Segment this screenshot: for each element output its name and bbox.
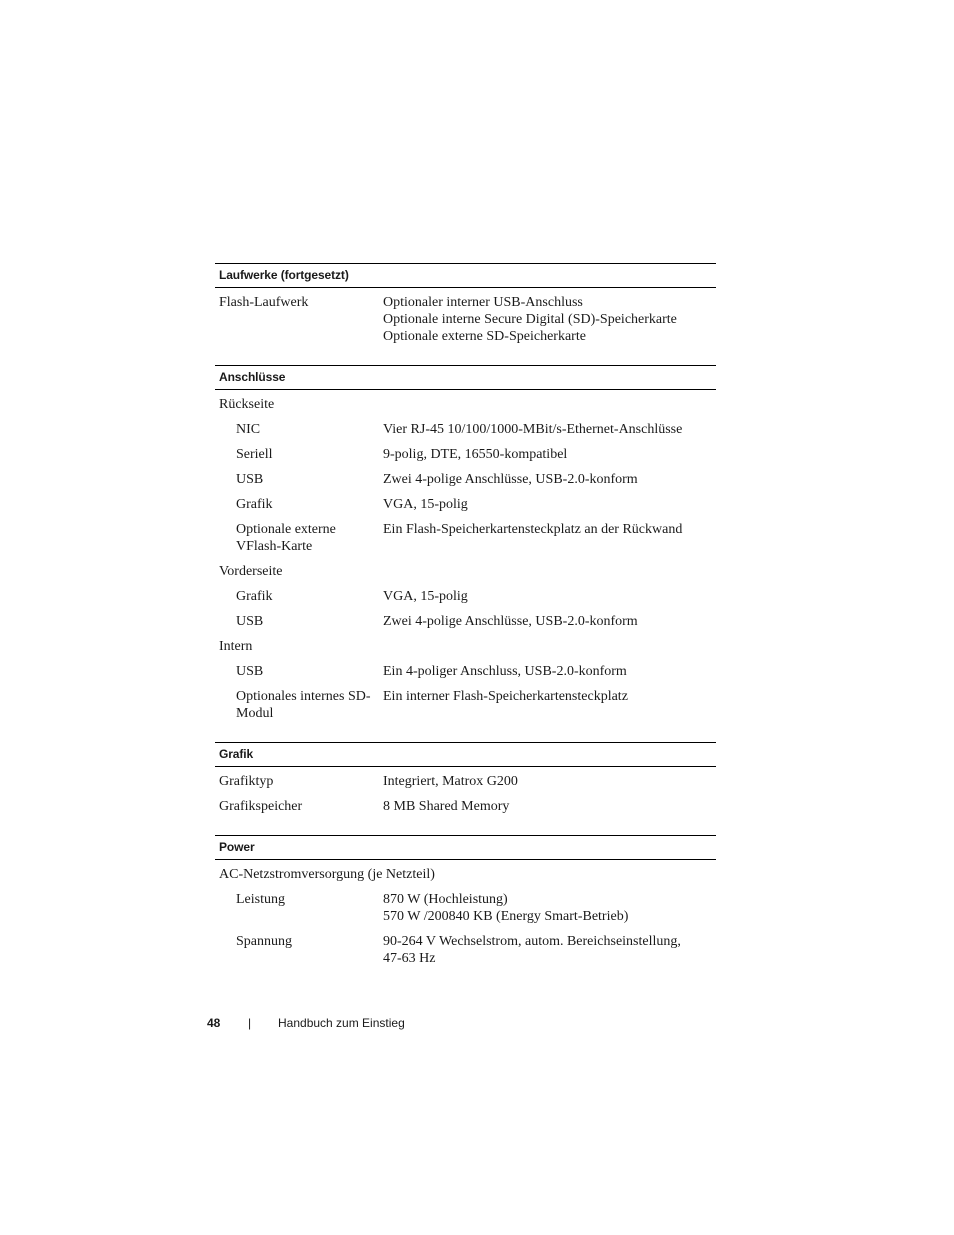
spec-label: USB — [236, 664, 264, 679]
spec-group-label — [215, 392, 716, 417]
spec-label: NIC — [236, 422, 261, 437]
spec-group-label — [215, 862, 716, 887]
spec-value — [383, 446, 716, 463]
section-header: Power — [215, 835, 716, 860]
section-body — [215, 860, 716, 987]
spec-value — [383, 496, 716, 513]
spec-label: Rückseite — [219, 397, 275, 412]
spec-label: AC-Netzstromversorgung (je Netzteil) — [219, 867, 435, 882]
spec-value-line: 47-63 Hz — [383, 951, 436, 966]
spec-value-line: 8 MB Shared Memory — [383, 799, 510, 814]
spec-value-line: 870 W (Hochleistung) — [383, 892, 508, 907]
spec-label: USB — [236, 614, 264, 629]
footer-separator: | — [248, 1016, 252, 1030]
section-body — [215, 288, 716, 365]
spec-row — [215, 659, 716, 684]
spec-table — [215, 263, 716, 987]
spec-label: Optionale externe VFlash-Karte — [236, 522, 336, 554]
section-grafik — [215, 742, 716, 835]
spec-label: Grafik — [236, 497, 273, 512]
spec-row — [215, 584, 716, 609]
spec-label: USB — [236, 472, 264, 487]
spec-value-line: 90-264 V Wechselstrom, autom. Bereichseinstellung, — [383, 934, 681, 949]
section-header: Laufwerke (fortgesetzt) — [215, 263, 716, 288]
spec-row — [215, 467, 716, 492]
spec-value-line: Zwei 4-polige Anschlüsse, USB-2.0-konform — [383, 614, 638, 629]
spec-value-line: Ein 4-poliger Anschluss, USB-2.0-konform — [383, 664, 627, 679]
spec-row — [215, 492, 716, 517]
section-power — [215, 835, 716, 987]
spec-row — [215, 684, 716, 726]
spec-value-line: Ein interner Flash-Speicherkartensteckplatz — [383, 689, 628, 704]
spec-value — [383, 613, 716, 630]
spec-value — [383, 471, 716, 488]
spec-label: Vorderseite — [219, 564, 283, 579]
spec-row — [215, 887, 716, 929]
spec-value-line: VGA, 15-polig — [383, 589, 468, 604]
section-header: Anschlüsse — [215, 365, 716, 390]
spec-row — [215, 769, 716, 794]
spec-value-line: VGA, 15-polig — [383, 497, 468, 512]
spec-value-line: Optionale externe SD-Speicherkarte — [383, 329, 586, 344]
page-number: 48 — [207, 1016, 221, 1030]
spec-group-label — [215, 634, 716, 659]
spec-label: Grafiktyp — [219, 774, 274, 789]
spec-label: Grafik — [236, 589, 273, 604]
spec-value-line: Optionale interne Secure Digital (SD)-Speicherkarte — [383, 312, 677, 327]
spec-row — [215, 517, 716, 559]
spec-value — [383, 798, 716, 815]
spec-label: Grafikspeicher — [219, 799, 303, 814]
spec-value-line: Vier RJ-45 10/100/1000-MBit/s-Ethernet-Anschlüsse — [383, 422, 683, 437]
spec-row — [215, 290, 716, 349]
spec-label: Optionales internes SD-Modul — [236, 689, 371, 721]
section-laufwerke — [215, 263, 716, 365]
spec-value-line: Ein Flash-Speicherkartensteckplatz an der Rückwand — [383, 522, 683, 537]
spec-value — [383, 891, 716, 925]
spec-value-line: Integriert, Matrox G200 — [383, 774, 518, 789]
spec-group-label — [215, 559, 716, 584]
section-anschluesse — [215, 365, 716, 742]
spec-row — [215, 609, 716, 634]
spec-row — [215, 794, 716, 819]
spec-value-line: 9-polig, DTE, 16550-kompatibel — [383, 447, 568, 462]
spec-label: Leistung — [236, 892, 285, 907]
spec-label: Spannung — [236, 934, 292, 949]
spec-value-line: Optionaler interner USB-Anschluss — [383, 295, 583, 310]
spec-value — [383, 663, 716, 680]
spec-label: Intern — [219, 639, 253, 654]
spec-row — [215, 417, 716, 442]
spec-label: Flash-Laufwerk — [219, 295, 309, 310]
spec-row — [215, 929, 716, 971]
spec-row — [215, 442, 716, 467]
spec-value-line: Zwei 4-polige Anschlüsse, USB-2.0-konform — [383, 472, 638, 487]
spec-value — [383, 294, 716, 345]
spec-value — [383, 688, 716, 722]
spec-value-line: 570 W /200840 KB (Energy Smart-Betrieb) — [383, 909, 629, 924]
spec-value — [383, 773, 716, 790]
spec-value — [383, 588, 716, 605]
section-body — [215, 390, 716, 742]
spec-label: Seriell — [236, 447, 273, 462]
document-title: Handbuch zum Einstieg — [278, 1016, 405, 1030]
spec-value — [383, 521, 716, 555]
section-header: Grafik — [215, 742, 716, 767]
spec-value — [383, 933, 716, 967]
spec-value — [383, 421, 716, 438]
section-body — [215, 767, 716, 835]
